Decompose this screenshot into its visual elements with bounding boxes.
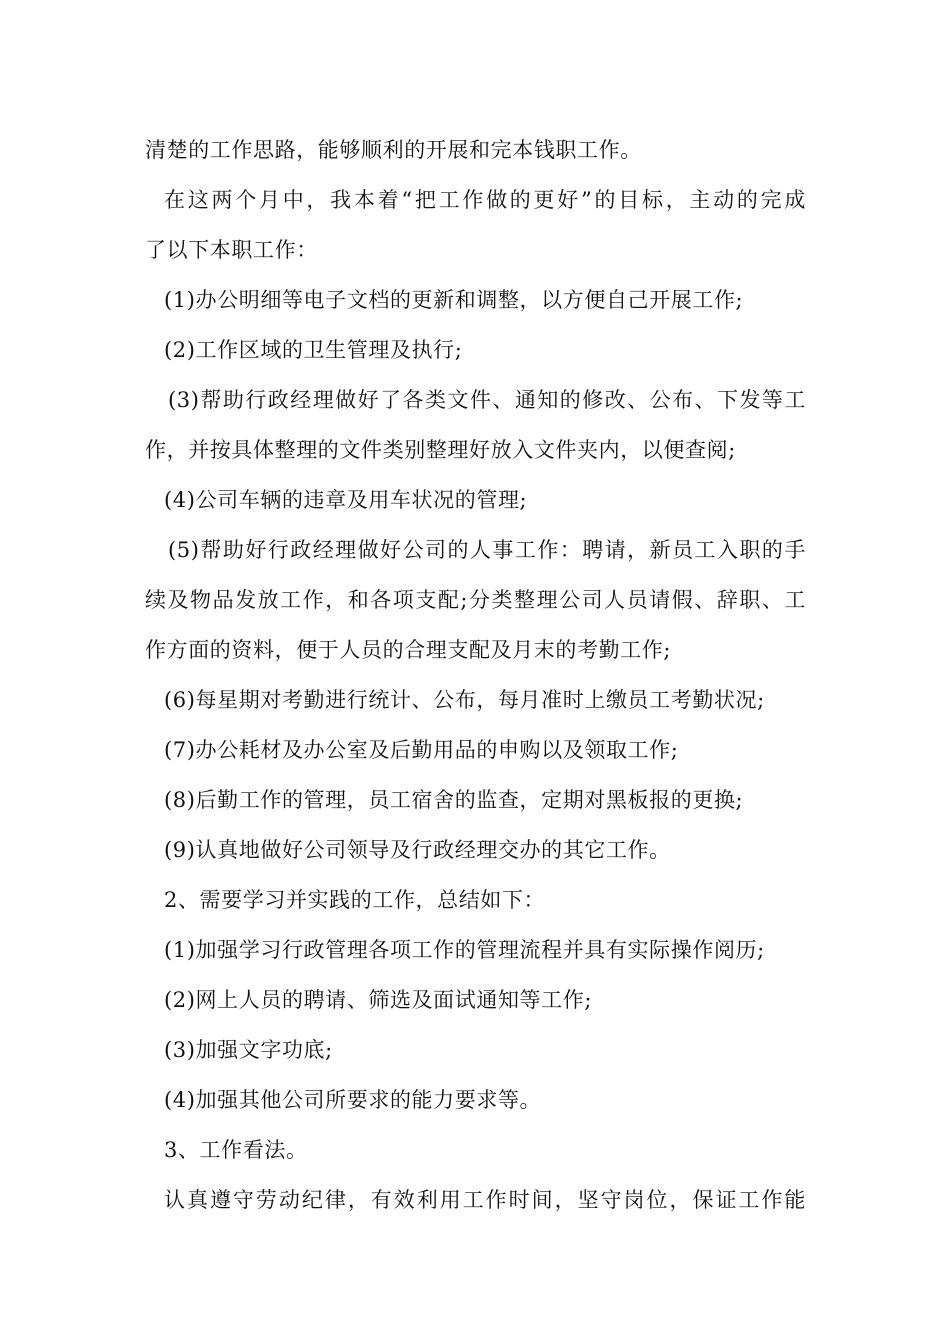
list-item-9: (9)认真地做好公司领导及行政经理交办的其它工作。 [164,838,671,862]
list-item-8: (8)后勤工作的管理，员工宿舍的监查，定期对黑板报的更换; [164,788,744,812]
list-item-7: (7)办公耗材及办公室及后勤用品的申购以及领取工作; [164,738,679,762]
list-item-4: (4)公司车辆的违章及用车状况的管理; [164,488,528,512]
study-item-2: (2)网上人员的聘请、筛选及面试通知等工作; [164,988,593,1012]
paragraph-line-2: 在这两个月中，我本着“把工作做的更好”的目标，主动的完成 [164,188,806,212]
section-heading-3: 3、工作看法。 [164,1138,308,1162]
list-item-3-line-1: (3)帮助行政经理做好了各类文件、通知的修改、公布、下发等工 [168,388,806,412]
list-item-1: (1)办公明细等电子文档的更新和调整，以方便自己开展工作; [164,288,744,312]
study-item-4: (4)加强其他公司所要求的能力要求等。 [164,1088,542,1112]
paragraph-line-1: 清楚的工作思路，能够顺利的开展和完本钱职工作。 [145,138,642,162]
list-item-6: (6)每星期对考勤进行统计、公布，每月准时上缴员工考勤状况; [164,688,765,712]
list-item-3-line-2: 作，并按具体整理的文件类别整理好放入文件夹内，以便查阅; [145,438,736,462]
list-item-5-line-3: 作方面的资料，便于人员的合理支配及月末的考勤工作; [145,638,672,662]
section-heading-2: 2、需要学习并实践的工作，总结如下： [164,888,546,912]
list-item-5-line-1: (5)帮助好行政经理做好公司的人事工作：聘请，新员工入职的手 [168,538,806,562]
study-item-1: (1)加强学习行政管理各项工作的管理流程并具有实际操作阅历; [164,938,765,962]
list-item-2: (2)工作区域的卫生管理及执行; [164,338,463,362]
paragraph-last-line: 认真遵守劳动纪律，有效利用工作时间，坚守岗位，保证工作能 [164,1188,806,1212]
list-item-5-line-2: 续及物品发放工作，和各项支配;分类整理公司人员请假、辞职、工 [145,588,806,612]
paragraph-line-3: 了以下本职工作： [145,238,318,262]
study-item-3: (3)加强文字功底; [164,1038,333,1062]
